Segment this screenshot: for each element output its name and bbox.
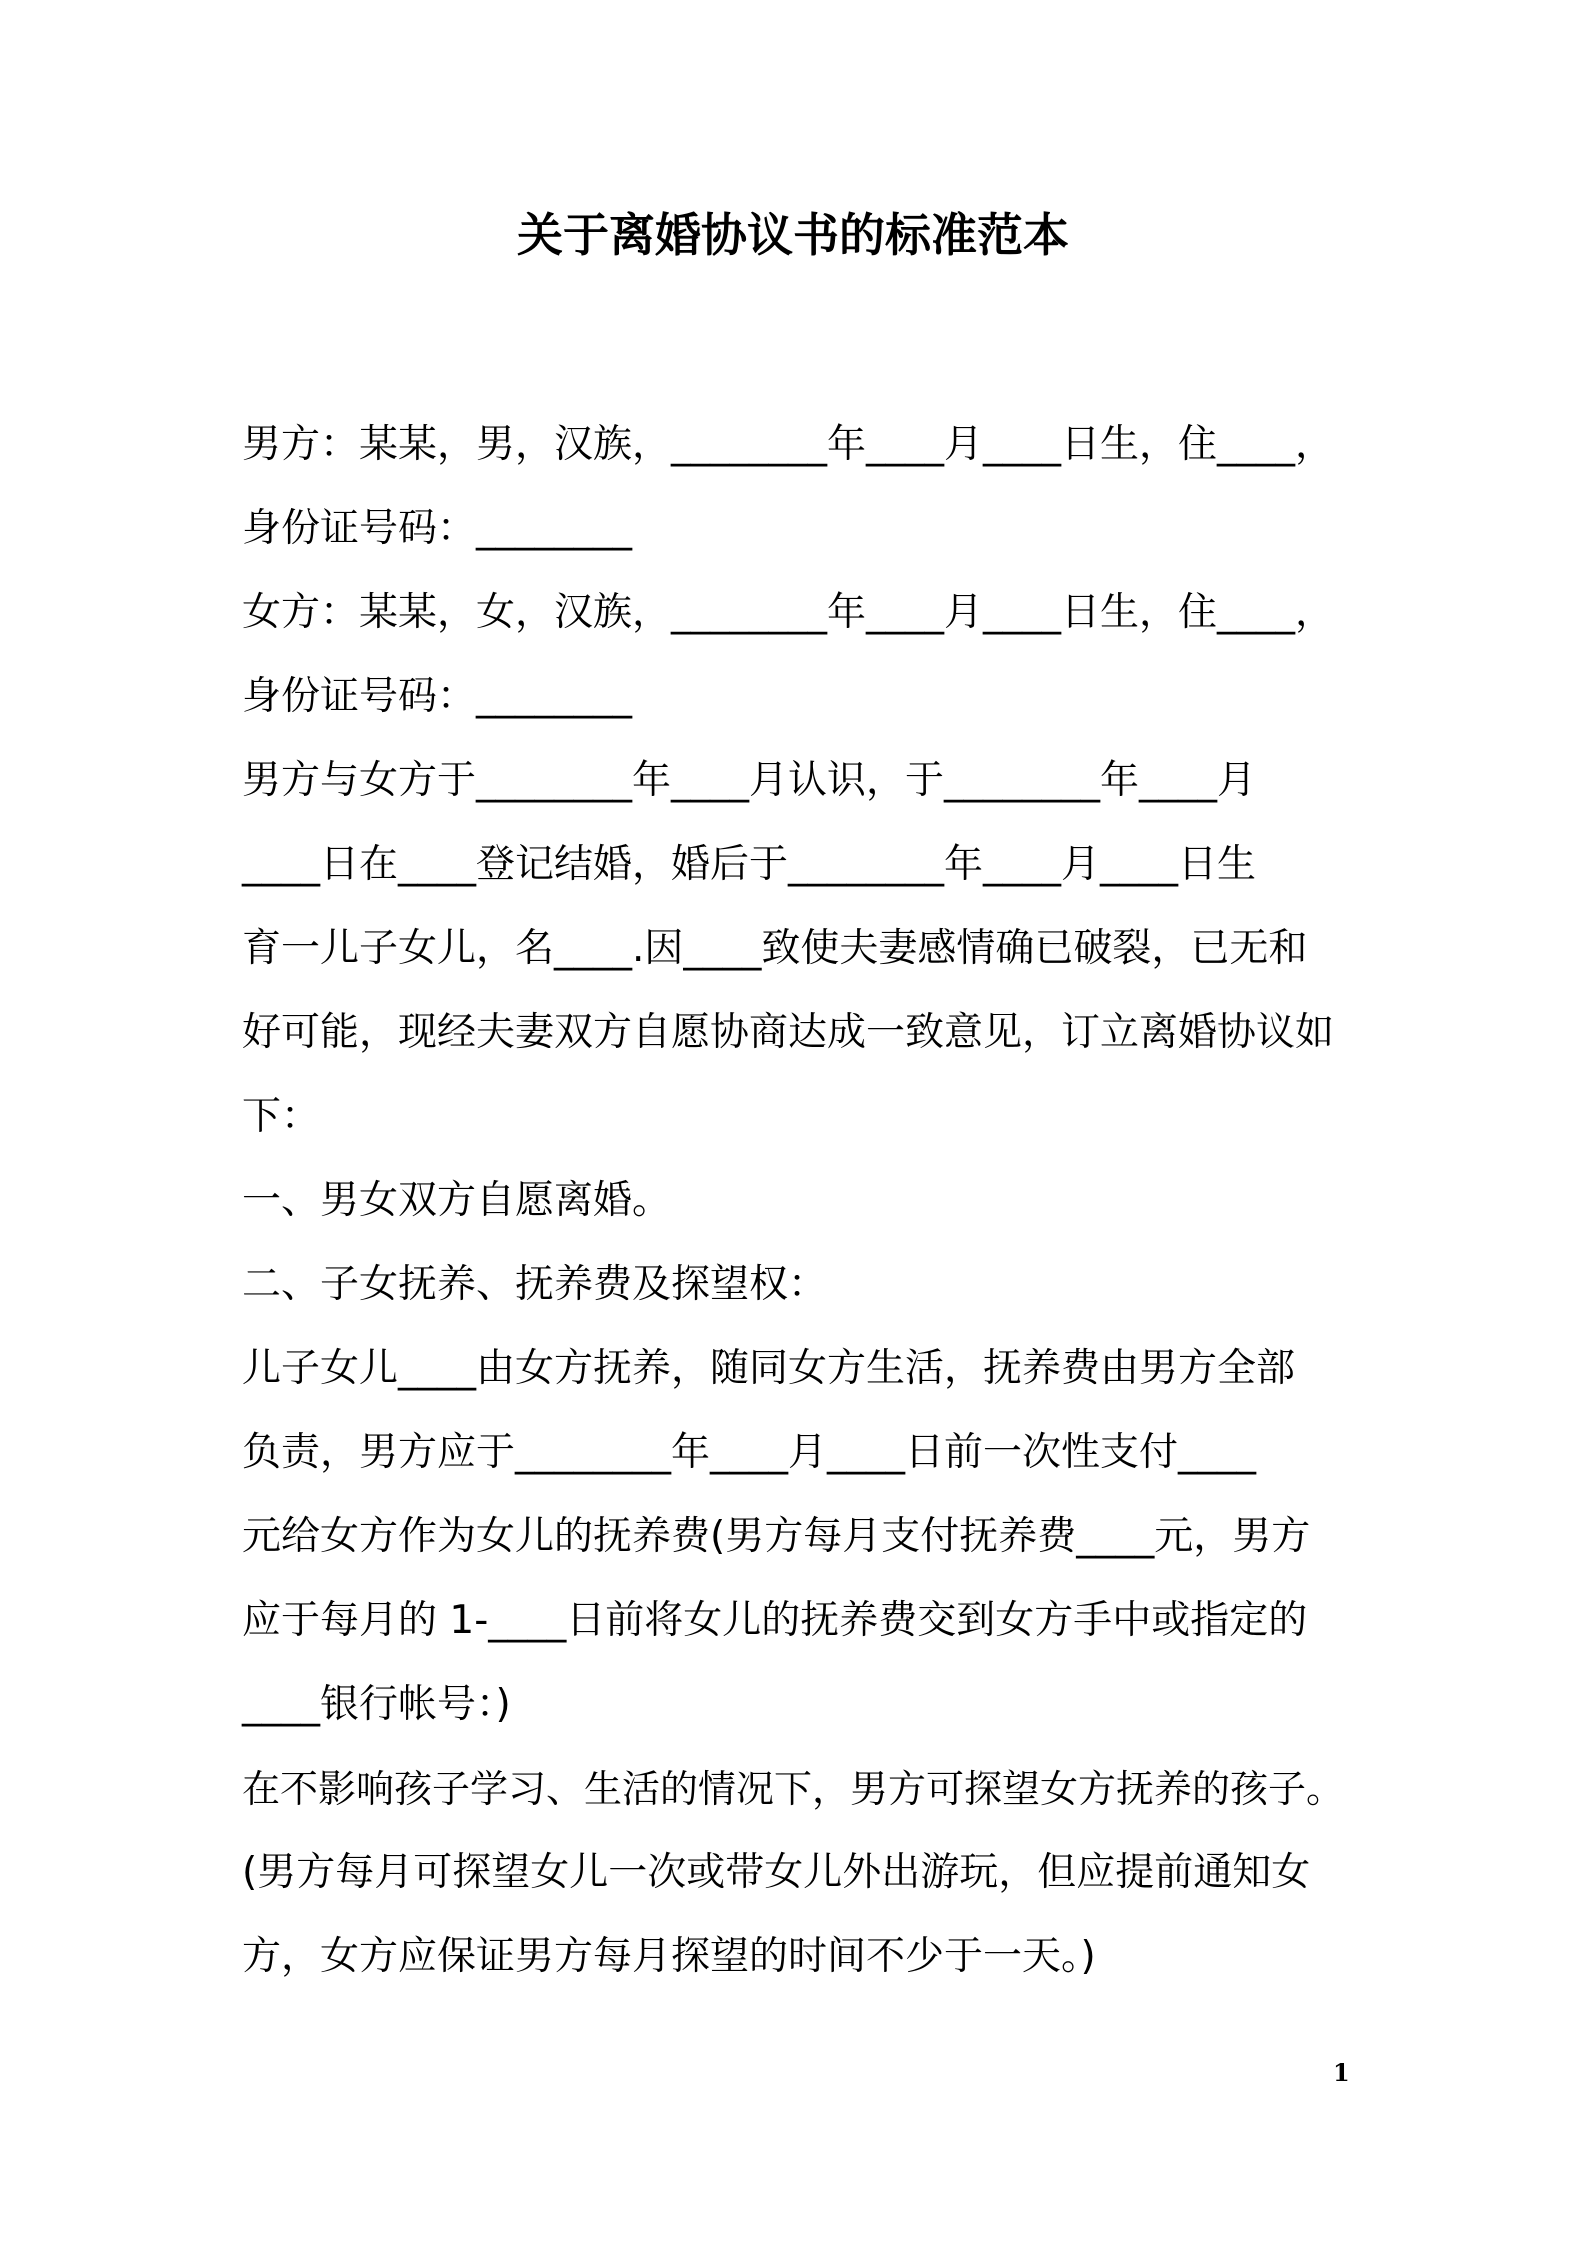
paragraph-line: 方，女方应保证男方每月探望的时间不少于一天。): [242, 1934, 1096, 1979]
paragraph-line: (男方每月可探望女儿一次或带女儿外出游玩，但应提前通知女: [242, 1850, 1311, 1895]
paragraph-line: 好可能，现经夫妻双方自愿协商达成一致意见，订立离婚协议如: [242, 1010, 1335, 1055]
paragraph-line: 男方：某某，男，汉族，________年____月____日生，住____，: [242, 422, 1335, 467]
paragraph-line: 在不影响孩子学习、生活的情况下，男方可探望女方抚养的孩子。: [242, 1767, 1345, 1811]
paragraph-line: 身份证号码：________: [242, 674, 633, 719]
paragraph-line: ____日在____登记结婚，婚后于________年____月____日生: [242, 842, 1257, 887]
paragraph-line: 育一儿子女儿，名____.因____致使夫妻感情确已破裂，已无和: [242, 926, 1308, 971]
paragraph-line: 应于每月的 1-____日前将女儿的抚养费交到女方手中或指定的: [242, 1598, 1308, 1643]
document-title: 关于离婚协议书的标准范本: [517, 208, 1069, 262]
paragraph-line: 身份证号码：________: [242, 506, 633, 551]
paragraph-line: 元给女方作为女儿的抚养费(男方每月支付抚养费____元，男方: [242, 1514, 1311, 1559]
section-heading: 二、子女抚养、抚养费及探望权：: [242, 1262, 828, 1307]
paragraph-line: 儿子女儿____由女方抚养，随同女方生活，抚养费由男方全部: [242, 1346, 1296, 1391]
paragraph-line: 女方：某某，女，汉族，________年____月____日生，住____，: [242, 590, 1335, 635]
section-heading: 一、男女双方自愿离婚。: [242, 1178, 672, 1223]
page-number: 1: [1333, 2058, 1350, 2087]
paragraph-line: 负责，男方应于________年____月____日前一次性支付____: [242, 1430, 1257, 1475]
paragraph-line: 下：: [242, 1094, 321, 1139]
document-body: [242, 403, 1354, 1999]
paragraph-line: 男方与女方于________年____月认识，于________年____月: [242, 758, 1257, 803]
paragraph-line: ____银行帐号：): [242, 1682, 511, 1727]
